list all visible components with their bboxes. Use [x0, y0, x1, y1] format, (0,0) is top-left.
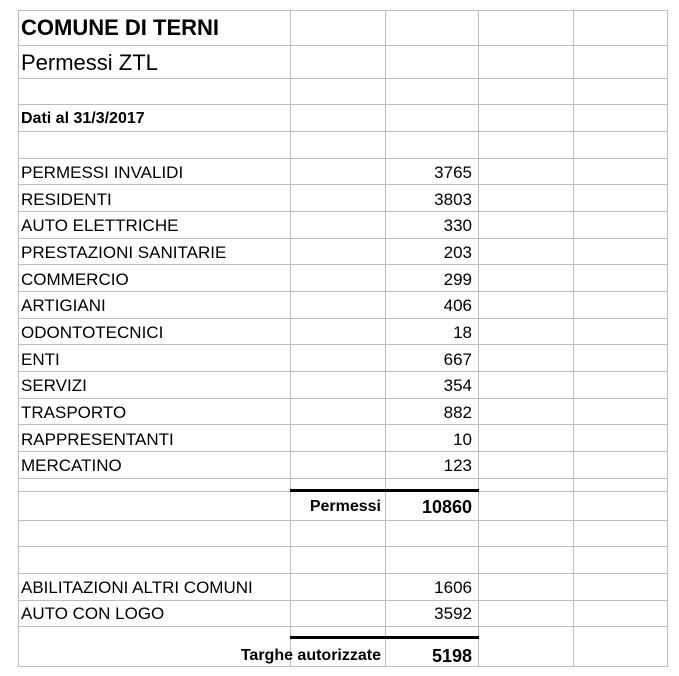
- grid-row-line: [18, 626, 668, 627]
- permit-value: 882: [443, 403, 472, 422]
- permit-value: 3765: [434, 163, 472, 182]
- grand-total-label: Targhe autorizzate: [240, 647, 381, 664]
- total-border: [290, 489, 479, 492]
- data-date: Dati al 31/3/2017: [21, 110, 145, 127]
- grid-row-line: [18, 318, 668, 319]
- permit-label: PERMESSI INVALIDI: [21, 163, 184, 182]
- permit-value: 667: [443, 350, 472, 369]
- permit-value: 354: [443, 376, 472, 395]
- permit-value: 330: [443, 216, 472, 235]
- grid-row-line: [18, 291, 668, 292]
- permit-label: RESIDENTI: [21, 190, 112, 209]
- permit-value: 406: [443, 296, 472, 315]
- grand-total-value: 5198: [431, 646, 472, 666]
- page-subtitle: Permessi ZTL: [21, 50, 158, 75]
- grid-row-line: [18, 424, 668, 425]
- grid-row-line: [18, 45, 668, 46]
- grid-col-line: [667, 10, 668, 666]
- grid-row-line: [18, 666, 668, 667]
- grid-row-line: [18, 131, 668, 132]
- grid-row-line: [18, 573, 668, 574]
- permit-label: SERVIZI: [21, 376, 87, 395]
- permit-value: 203: [443, 243, 472, 262]
- grid-col-line: [573, 10, 574, 666]
- grid-row-line: [18, 600, 668, 601]
- permit-value: 18: [453, 323, 472, 342]
- grid-row-line: [18, 344, 668, 345]
- extra-value: 1606: [434, 578, 472, 597]
- permit-label: PRESTAZIONI SANITARIE: [21, 243, 227, 262]
- permit-value: 3803: [434, 190, 472, 209]
- permits-total-label: Permessi: [309, 498, 381, 515]
- permit-label: ODONTOTECNICI: [21, 323, 164, 342]
- extra-value: 3592: [434, 604, 472, 623]
- grid-row-line: [18, 211, 668, 212]
- permit-value: 299: [443, 270, 472, 289]
- grid-col-line: [385, 10, 386, 666]
- grid-row-line: [18, 264, 668, 265]
- grid-col-line: [478, 10, 479, 666]
- grid-row-line: [18, 478, 668, 479]
- grid-row-line: [18, 158, 668, 159]
- permit-label: TRASPORTO: [21, 403, 127, 422]
- permit-label: ENTI: [21, 350, 60, 369]
- grid-row-line: [18, 398, 668, 399]
- total-border: [290, 636, 479, 639]
- permit-value: 10: [453, 430, 472, 449]
- grid-row-line: [18, 451, 668, 452]
- grid-row-line: [18, 371, 668, 372]
- page-title: COMUNE DI TERNI: [21, 15, 219, 40]
- permits-total-value: 10860: [421, 497, 472, 517]
- permit-value: 123: [443, 456, 472, 475]
- extra-label: AUTO CON LOGO: [21, 604, 165, 623]
- grid-row-line: [18, 520, 668, 521]
- grid-row-line: [18, 238, 668, 239]
- grid-col-line: [290, 10, 291, 666]
- permit-label: ARTIGIANI: [21, 296, 106, 315]
- grid-row-line: [18, 104, 668, 105]
- grid-row-line: [18, 78, 668, 79]
- permit-label: MERCATINO: [21, 456, 122, 475]
- extra-label: ABILITAZIONI ALTRI COMUNI: [21, 578, 253, 597]
- permit-label: AUTO ELETTRICHE: [21, 216, 179, 235]
- grid-col-line: [18, 10, 19, 666]
- grid-row-line: [18, 10, 668, 11]
- permit-label: COMMERCIO: [21, 270, 129, 289]
- permit-label: RAPPRESENTANTI: [21, 430, 174, 449]
- grid-row-line: [18, 184, 668, 185]
- grid-row-line: [18, 546, 668, 547]
